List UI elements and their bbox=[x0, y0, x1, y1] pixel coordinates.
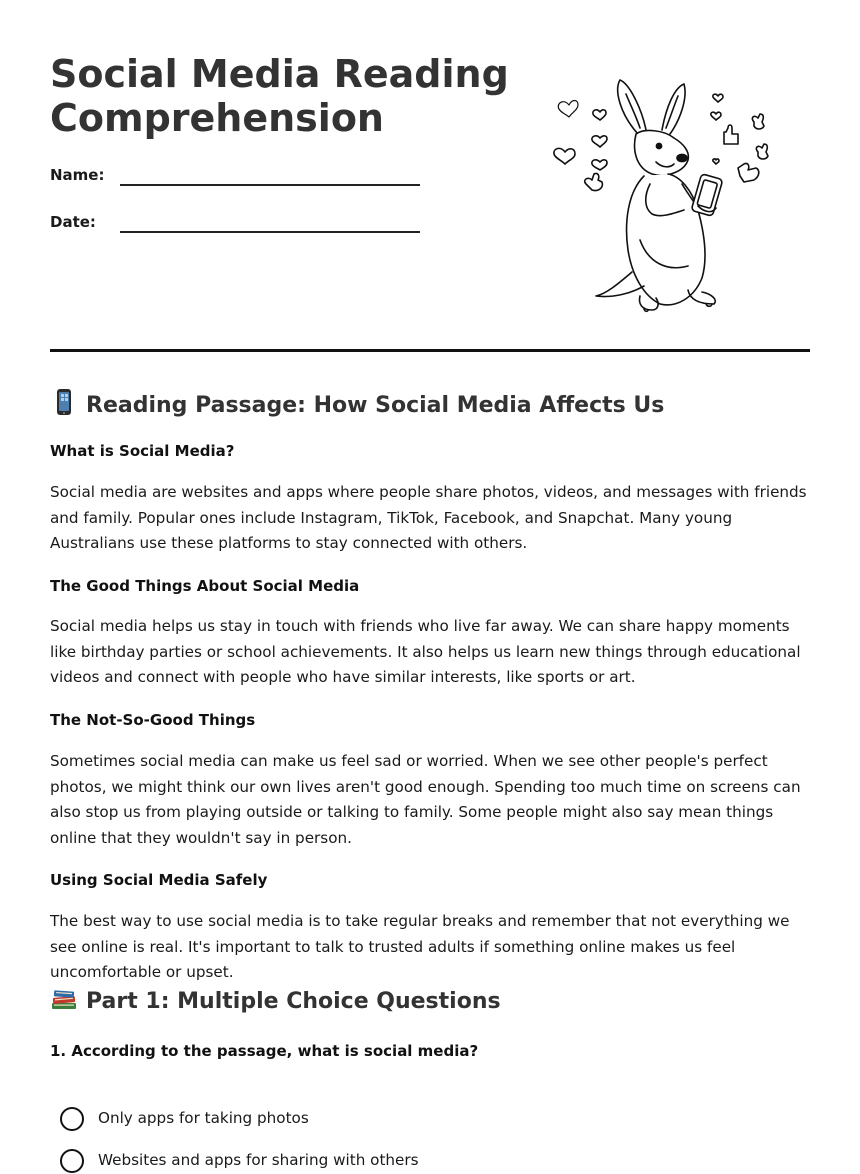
books-icon bbox=[50, 984, 78, 1012]
section-paragraph: Sometimes social media can make us feel sad or worried. When we see other people's perfect photos, we might think our own lives aren't good enough. Spending too much time on screens can also stop us from playing outside or talking to family. Some people might also say mean things online that they wouldn't say in person. bbox=[50, 752, 801, 847]
section-heading: The Not-So-Good Things bbox=[50, 711, 256, 729]
date-field bbox=[50, 212, 430, 242]
name-label: Name: bbox=[50, 166, 105, 184]
name-field bbox=[50, 165, 430, 195]
question-prompt: 1. According to the passage, what is social media? bbox=[50, 1042, 479, 1060]
radio-button[interactable] bbox=[60, 1149, 84, 1173]
section-paragraph: Social media helps us stay in touch with friends who live far away. We can share happy moments like birthday parties or school achievements. It also helps us learn new things through educational videos and connect with people who have similar interests, like sports or art. bbox=[50, 617, 801, 687]
section-paragraph: The best way to use social media is to take regular breaks and remember that not everything we see online is real. It's important to talk to trusted adults if something online makes us feel uncomfortable or upset. bbox=[50, 912, 790, 982]
header-divider bbox=[50, 349, 810, 352]
date-label: Date: bbox=[50, 213, 96, 231]
answer-option-label: Only apps for taking photos bbox=[98, 1109, 309, 1127]
section-heading: The Good Things About Social Media bbox=[50, 577, 360, 595]
radio-button[interactable] bbox=[60, 1107, 84, 1131]
page-title: Social Media Reading Comprehension bbox=[50, 52, 509, 140]
part1-heading bbox=[50, 984, 501, 1017]
date-input-line[interactable] bbox=[120, 231, 420, 233]
section-paragraph: Social media are websites and apps where people share photos, videos, and messages with friends and family. Popular ones include Instagram, TikTok, Facebook, and Snapchat. Many young Australians use these platforms to stay connected with others. bbox=[50, 483, 807, 553]
section-heading: Using Social Media Safely bbox=[50, 871, 268, 889]
passage-heading bbox=[50, 388, 664, 421]
answer-option-label: Websites and apps for sharing with others bbox=[98, 1151, 419, 1169]
mobile-phone-icon bbox=[50, 388, 78, 416]
name-input-line[interactable] bbox=[120, 184, 420, 186]
part1-heading-text: Part 1: Multiple Choice Questions bbox=[86, 989, 501, 1014]
section-heading: What is Social Media? bbox=[50, 442, 235, 460]
kangaroo-phone-illustration bbox=[548, 72, 780, 320]
passage-heading-text: Reading Passage: How Social Media Affects Us bbox=[86, 393, 665, 418]
